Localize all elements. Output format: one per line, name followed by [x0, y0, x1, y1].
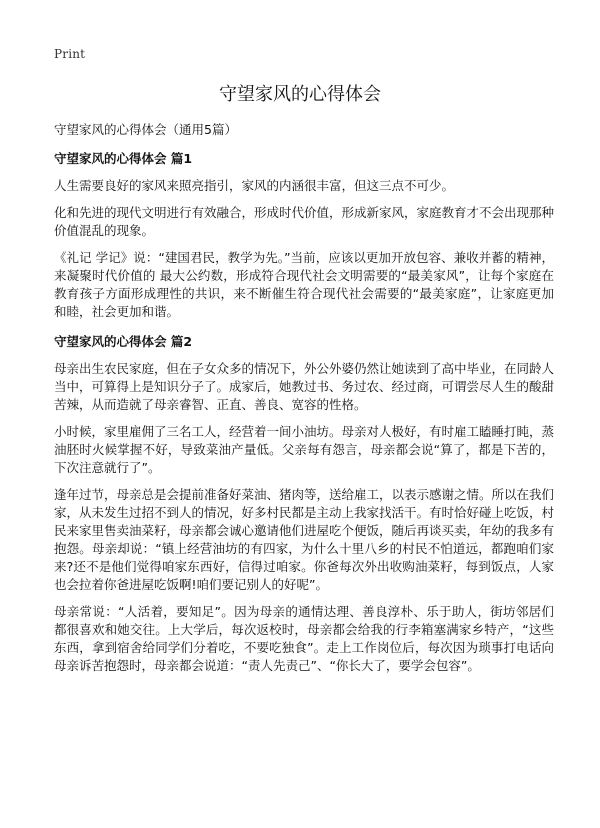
document-title: 守望家风的心得体会	[219, 84, 381, 105]
paragraph: 母亲出生农民家庭，但在子女众多的情况下，外公外婆仍然让她读到了高中毕业，在同龄人当中，可算得上是知识分子了。成家后，她教过书、务过农、经过商，可谓尝尽人生的酸甜苦辣，从而造就了母亲睿智、正直、善良、宽容的性格。	[54, 361, 555, 412]
paragraph: 逢年过节，母亲总是会提前准备好菜油、猪肉等，送给雇工，以表示感谢之情。所以在我们家，从未发生过招不到人的情况，好多村民都是主动上我家找活干。有时恰好碰上吃饭，村民来家里售卖油菜籽，母亲都会诚心邀请他们进屋吃个便饭，随后再谈买卖，年幼的我多有抱怨。母亲却说：“镇上经营油坊的有四家，为什么十里八乡的村民不怕道远，都跑咱们家来?还不是他们觉得咱家东西好，信得过咱家。你爸每次外出收购油菜籽，每到饭点，人家也会拉着你爸进屋吃饭啊!咱们要记别人的好呢”。	[54, 487, 555, 592]
paragraph: 化和先进的现代文明进行有效融合，形成时代价值，形成新家风，家庭教育才不会出现那种价值混乱的现象。	[54, 205, 555, 238]
section-2	[54, 333, 554, 675]
document-content	[54, 121, 554, 684]
section-heading: 守望家风的心得体会 篇2	[54, 334, 193, 349]
print-label: Print	[54, 47, 86, 61]
paragraph: 小时候，家里雇佣了三名工人，经营着一间小油坊。母亲对人极好，有时雇工瞌睡打盹，蒸油胚时火候掌握不好，导致菜油产量低。父亲每有怨言，母亲都会说“算了，都是下苦的，下次注意就行了”。	[54, 424, 555, 475]
paragraph: 母亲常说：“人活着，要知足”。因为母亲的通情达理、善良淳朴、乐于助人，街坊邻居们都很喜欢和她交往。上大学后，每次返校时，母亲都会给我的行李箱塞满家乡特产，“这些东西，拿到宿舍给同学们分着吃，不要吃独食”。走上工作岗位后，每次因为琐事打电话向母亲诉苦抱怨时，母亲都会说道：“责人先责己”、“你长大了，要学会包容”。	[54, 604, 554, 673]
section-heading: 守望家风的心得体会 篇1	[54, 151, 193, 166]
document-subtitle: 守望家风的心得体会（通用5篇）	[54, 122, 237, 137]
section-1	[54, 150, 554, 321]
paragraph: 人生需要良好的家风来照亮指引，家风的内涵很丰富，但这三点不可少。	[54, 178, 455, 193]
paragraph: 《礼记 学记》说：“建国君民，教学为先。”当前，应该以更加开放包容、兼收并蓄的精神，来凝聚时代价值的 最大公约数，形成符合现代社会文明需要的“最美家风”，让每个家庭在教育孩子方面形成理性的共识，来不断催生符合现代社会需要的“最美家庭”，让家庭更加和睦，社会更加和谐。	[54, 250, 554, 319]
